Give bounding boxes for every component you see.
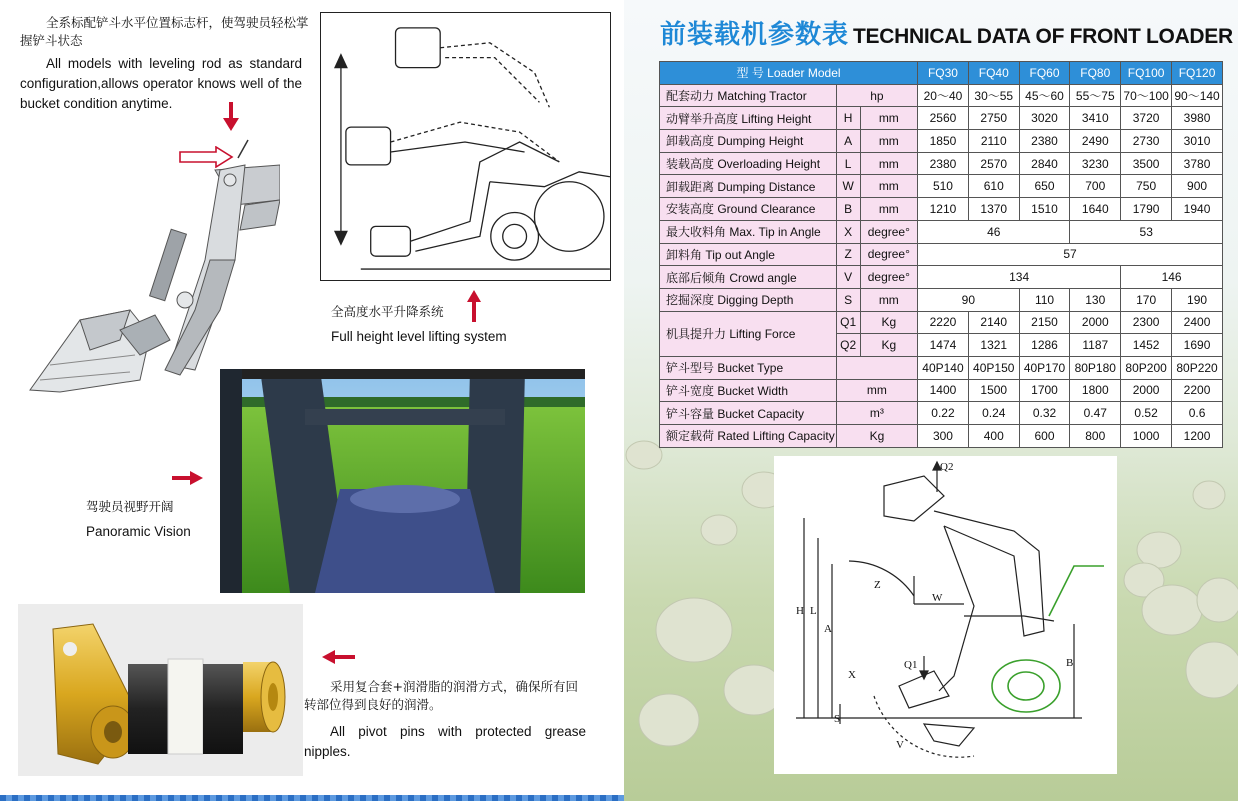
table-row [660, 243, 1223, 266]
title-en: TECHNICAL DATA OF FRONT LOADER [853, 25, 1233, 48]
label-l: L [810, 605, 817, 617]
row-label: 卸料角 Tip out Angle [660, 243, 837, 266]
row-unit: mm [860, 107, 918, 130]
cell: 190 [1172, 288, 1223, 311]
cell: 700 [1070, 175, 1121, 198]
header-model: FQ100 [1121, 62, 1172, 85]
cell: 57 [918, 243, 1223, 266]
row-unit: Kg [860, 334, 918, 357]
leveling-rod-caption-en: All models with leveling rod as standard configuration,allows operator knows well of the bucket condition anytime. [20, 56, 302, 111]
cell: 3500 [1121, 152, 1172, 175]
row-label: 底部后倾角 Crowd angle [660, 266, 837, 289]
cell: 134 [918, 266, 1121, 289]
cell: 510 [918, 175, 969, 198]
cell: 90～140 [1172, 84, 1223, 107]
row-symbol: L [836, 152, 860, 175]
cell: 2750 [968, 107, 1019, 130]
dimension-diagram [774, 456, 1117, 774]
cell: 0.47 [1070, 402, 1121, 425]
cell: 1800 [1070, 379, 1121, 402]
loader-arm-illustration [20, 110, 280, 400]
row-label: 机具提升力 Lifting Force [660, 311, 837, 356]
row-label: 动臂举升高度 Lifting Height [660, 107, 837, 130]
cell: 2000 [1070, 311, 1121, 334]
row-label: 装载高度 Overloading Height [660, 152, 837, 175]
table-row [660, 198, 1223, 221]
spec-table [659, 61, 1223, 448]
decorative-blue-strip [0, 795, 624, 801]
row-label: 安装高度 Ground Clearance [660, 198, 837, 221]
cell: 110 [1019, 288, 1070, 311]
label-z: Z [874, 579, 881, 591]
cell: 130 [1070, 288, 1121, 311]
table-row [660, 84, 1223, 107]
row-unit: degree° [860, 266, 918, 289]
row-unit: m³ [836, 402, 917, 425]
cell: 400 [968, 425, 1019, 448]
cell: 650 [1019, 175, 1070, 198]
cell: 0.24 [968, 402, 1019, 425]
row-label: 铲斗宽度 Bucket Width [660, 379, 837, 402]
cell: 20～40 [918, 84, 969, 107]
cell: 2380 [1019, 130, 1070, 153]
row-symbol: A [836, 130, 860, 153]
row-unit-empty [836, 356, 917, 379]
row-label: 卸载高度 Dumping Height [660, 130, 837, 153]
table-row [660, 288, 1223, 311]
panoramic-vision-photo [220, 369, 585, 593]
cell: 1474 [918, 334, 969, 357]
right-page [624, 0, 1238, 801]
label-x: X [848, 669, 856, 681]
lifting-system-caption-en: Full height level lifting system [331, 329, 507, 344]
cell: 40P140 [918, 356, 969, 379]
cell: 1200 [1172, 425, 1223, 448]
cell: 46 [918, 220, 1070, 243]
panoramic-caption-cn: 驾驶员视野开阔 [86, 499, 174, 514]
cell: 1370 [968, 198, 1019, 221]
header-model: FQ60 [1019, 62, 1070, 85]
cell: 170 [1121, 288, 1172, 311]
cell: 0.52 [1121, 402, 1172, 425]
cell: 1690 [1172, 334, 1223, 357]
cell: 40P150 [968, 356, 1019, 379]
row-symbol: W [836, 175, 860, 198]
pivot-pin-caption-en: All pivot pins with protected grease nipples. [304, 724, 586, 759]
cell: 3720 [1121, 107, 1172, 130]
table-row [660, 175, 1223, 198]
cell: 80P180 [1070, 356, 1121, 379]
label-a: A [824, 623, 832, 635]
table-row [660, 152, 1223, 175]
row-unit: degree° [860, 220, 918, 243]
row-label: 铲斗型号 Bucket Type [660, 356, 837, 379]
table-row [660, 379, 1223, 402]
cell: 53 [1070, 220, 1223, 243]
row-unit: mm [860, 288, 918, 311]
level-lifting-diagram [320, 12, 611, 281]
cell: 1000 [1121, 425, 1172, 448]
label-q1: Q1 [904, 659, 918, 671]
row-unit: mm [836, 379, 917, 402]
cell: 1640 [1070, 198, 1121, 221]
header-model: FQ120 [1172, 62, 1223, 85]
row-label: 配套动力 Matching Tractor [660, 84, 837, 107]
cell: 45～60 [1019, 84, 1070, 107]
cell: 2150 [1019, 311, 1070, 334]
cell: 3020 [1019, 107, 1070, 130]
cell: 1940 [1172, 198, 1223, 221]
cell: 1286 [1019, 334, 1070, 357]
page-title [660, 14, 1233, 51]
row-unit: Kg [836, 425, 917, 448]
cell: 2140 [968, 311, 1019, 334]
cell: 2730 [1121, 130, 1172, 153]
cell: 1210 [918, 198, 969, 221]
table-row [660, 107, 1223, 130]
table-row [660, 130, 1223, 153]
row-symbol: Q2 [836, 334, 860, 357]
red-right-arrow-icon [172, 470, 204, 486]
cell: 55～75 [1070, 84, 1121, 107]
table-header-row [660, 62, 1223, 85]
table-row [660, 220, 1223, 243]
cell: 3980 [1172, 107, 1223, 130]
cell: 80P200 [1121, 356, 1172, 379]
red-up-arrow-icon [466, 290, 482, 322]
cell: 1510 [1019, 198, 1070, 221]
table-row [660, 402, 1223, 425]
cell: 1321 [968, 334, 1019, 357]
label-v: V [896, 739, 904, 751]
label-s: S [834, 713, 841, 725]
row-unit: mm [860, 198, 918, 221]
row-symbol: Q1 [836, 311, 860, 334]
cell: 1850 [918, 130, 969, 153]
row-label: 铲斗容量 Bucket Capacity [660, 402, 837, 425]
cell: 600 [1019, 425, 1070, 448]
cell: 1452 [1121, 334, 1172, 357]
cell: 2400 [1172, 311, 1223, 334]
cell: 3010 [1172, 130, 1223, 153]
pivot-pin-caption-cn: 采用复合套+润滑脂的润滑方式，确保所有回转部位得到良好的润滑。 [304, 679, 578, 712]
label-b: B [1066, 657, 1074, 669]
cell: 40P170 [1019, 356, 1070, 379]
cell: 2560 [918, 107, 969, 130]
cell: 3230 [1070, 152, 1121, 175]
cell: 2840 [1019, 152, 1070, 175]
label-q2: Q2 [940, 461, 954, 473]
cell: 2570 [968, 152, 1019, 175]
header-model: FQ80 [1070, 62, 1121, 85]
cell: 3780 [1172, 152, 1223, 175]
cell: 2220 [918, 311, 969, 334]
cell: 800 [1070, 425, 1121, 448]
header-model: FQ40 [968, 62, 1019, 85]
header-model: FQ30 [918, 62, 969, 85]
cell: 900 [1172, 175, 1223, 198]
row-unit: mm [860, 175, 918, 198]
cell: 146 [1121, 266, 1223, 289]
row-label: 额定载荷 Rated Lifting Capacity [660, 425, 837, 448]
cell: 3410 [1070, 107, 1121, 130]
row-symbol: Z [836, 243, 860, 266]
row-symbol: H [836, 107, 860, 130]
leveling-rod-caption-cn: 全系标配铲斗水平位置标志杆，使驾驶员轻松掌握铲斗状态 [20, 15, 309, 48]
cell: 0.22 [918, 402, 969, 425]
cell: 2490 [1070, 130, 1121, 153]
row-unit: hp [836, 84, 917, 107]
table-row [660, 266, 1223, 289]
table-row [660, 425, 1223, 448]
cell: 80P220 [1172, 356, 1223, 379]
cell: 1700 [1019, 379, 1070, 402]
cell: 0.32 [1019, 402, 1070, 425]
cell: 2110 [968, 130, 1019, 153]
cell: 2000 [1121, 379, 1172, 402]
header-loader-model: 型 号 Loader Model [660, 62, 918, 85]
cell: 2200 [1172, 379, 1223, 402]
cell: 610 [968, 175, 1019, 198]
row-unit: mm [860, 152, 918, 175]
cell: 30～55 [968, 84, 1019, 107]
label-h: H [796, 605, 804, 617]
cell: 90 [918, 288, 1020, 311]
row-label: 挖掘深度 Digging Depth [660, 288, 837, 311]
row-symbol: V [836, 266, 860, 289]
cell: 300 [918, 425, 969, 448]
panoramic-caption-en: Panoramic Vision [86, 524, 191, 539]
cell: 2300 [1121, 311, 1172, 334]
label-w: W [932, 592, 943, 604]
table-row [660, 311, 1223, 334]
row-label: 卸载距离 Dumping Distance [660, 175, 837, 198]
cell: 70～100 [1121, 84, 1172, 107]
cell: 2380 [918, 152, 969, 175]
cell: 1187 [1070, 334, 1121, 357]
lifting-system-caption-cn: 全高度水平升降系统 [331, 304, 444, 319]
row-symbol: X [836, 220, 860, 243]
table-row [660, 356, 1223, 379]
cell: 0.6 [1172, 402, 1223, 425]
cell: 1400 [918, 379, 969, 402]
row-label: 最大收料角 Max. Tip in Angle [660, 220, 837, 243]
row-unit: mm [860, 130, 918, 153]
red-left-arrow-icon [322, 649, 356, 665]
row-unit: degree° [860, 243, 918, 266]
cell: 1790 [1121, 198, 1172, 221]
row-unit: Kg [860, 311, 918, 334]
row-symbol: B [836, 198, 860, 221]
pivot-pin-photo [18, 604, 303, 776]
row-symbol: S [836, 288, 860, 311]
title-cn: 前装载机参数表 [660, 20, 850, 50]
cell: 750 [1121, 175, 1172, 198]
cell: 1500 [968, 379, 1019, 402]
